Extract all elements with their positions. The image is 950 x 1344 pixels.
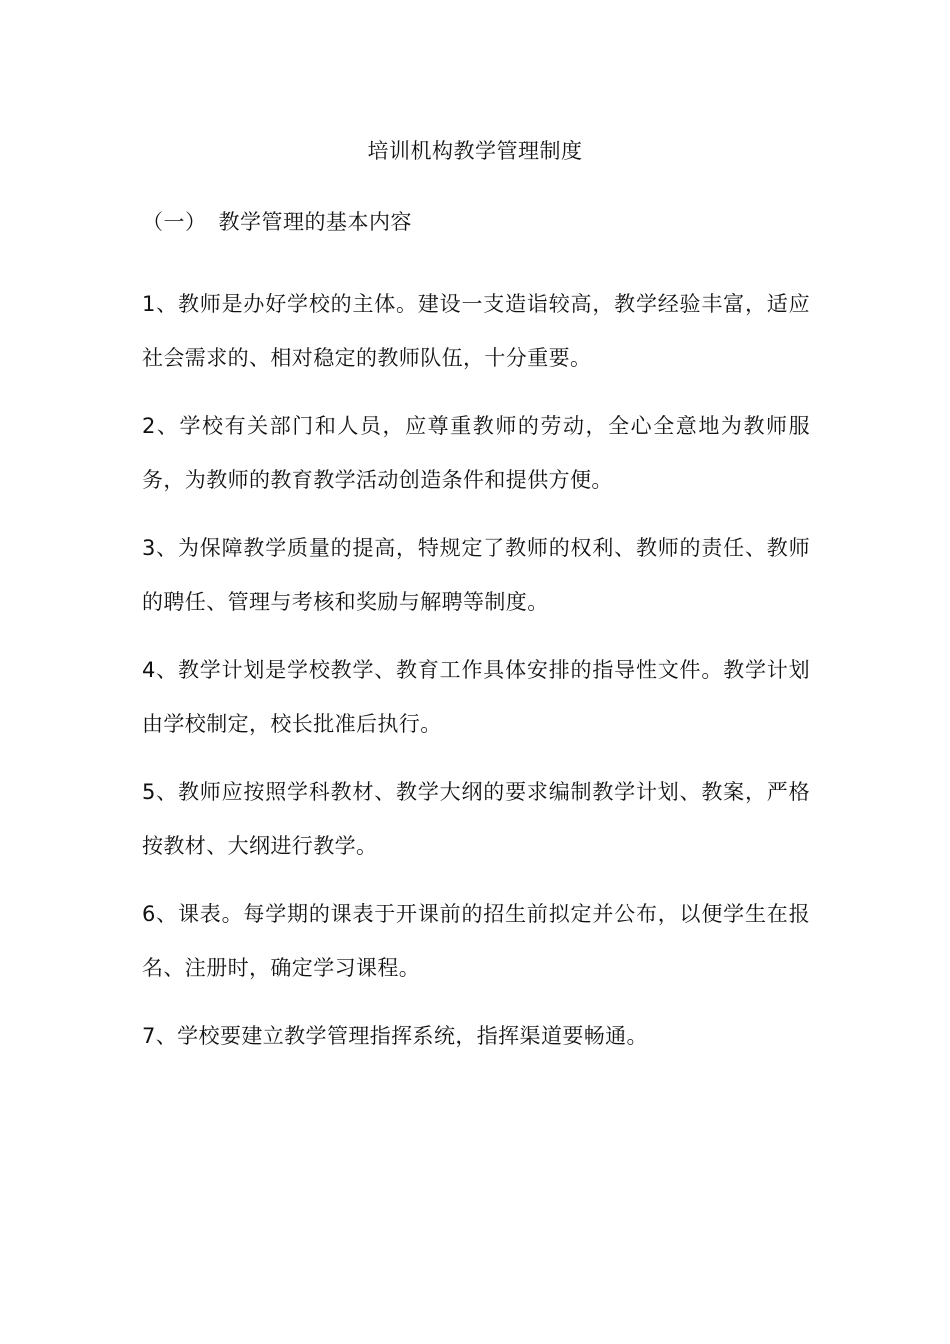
list-item: 5、教师应按照学科教材、教学大纲的要求编制教学计划、教案，严格按教材、大纲进行教学。 xyxy=(142,780,810,858)
list-item: 2、学校有关部门和人员，应尊重教师的劳动，全心全意地为教师服务，为教师的教育教学活动创造条件和提供方便。 xyxy=(142,414,810,492)
list-item: 6、课表。每学期的课表于开课前的招生前拟定并公布，以便学生在报名、注册时，确定学习课程。 xyxy=(142,902,810,980)
section-heading-text: 教学管理的基本内容 xyxy=(218,210,412,234)
list-item: 1、教师是办好学校的主体。建设一支造诣较高，教学经验丰富，适应社会需求的、相对稳定的教师队伍，十分重要。 xyxy=(142,292,810,370)
list-item: 7、学校要建立教学管理指挥系统，指挥渠道要畅通。 xyxy=(142,1024,648,1048)
section-heading xyxy=(142,207,412,237)
list-item: 3、为保障教学质量的提高，特规定了教师的权利、教师的责任、教师的聘任、管理与考核和奖励与解聘等制度。 xyxy=(142,536,810,614)
section-label: （一） xyxy=(142,210,207,234)
document-title: 培训机构教学管理制度 xyxy=(367,139,583,163)
item-list xyxy=(142,277,810,1077)
list-item: 4、教学计划是学校教学、教育工作具体安排的指导性文件。教学计划由学校制定，校长批准后执行。 xyxy=(142,658,810,736)
